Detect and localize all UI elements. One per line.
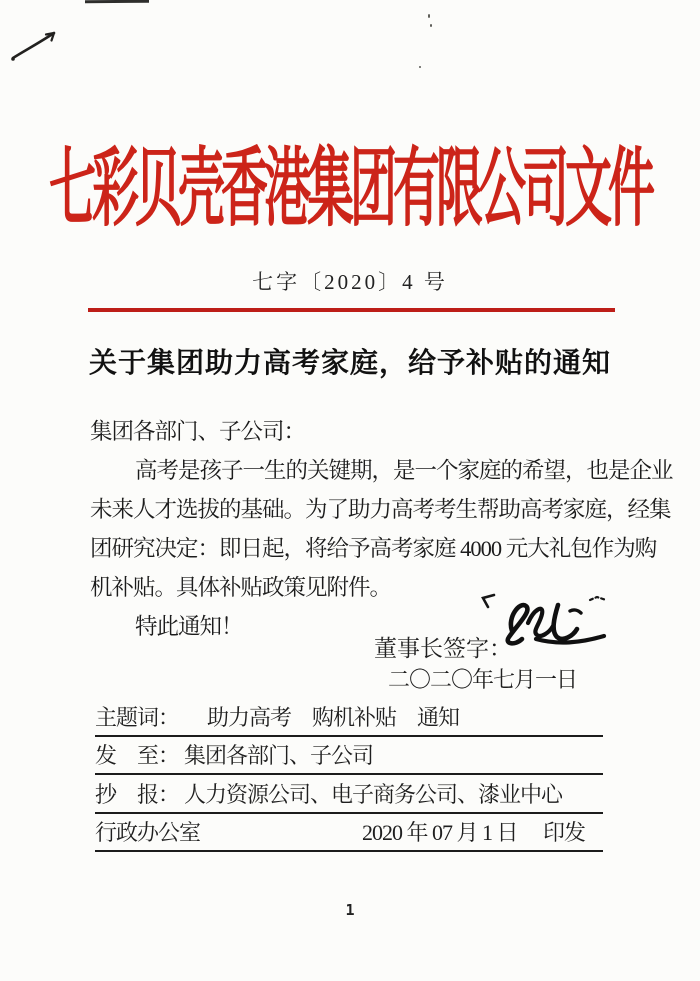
- page-number: 1: [345, 901, 355, 919]
- document-date: 二〇二〇年七月一日: [388, 667, 578, 692]
- chairman-signature-label: 董事长签字：: [374, 636, 512, 661]
- keywords-value: 助力高考 购机补贴 通知: [207, 704, 460, 730]
- footer-row-issuing-office: [95, 814, 603, 853]
- footer-row-sent-to: [95, 737, 603, 776]
- sent-to-value: 集团各部门、子公司: [184, 743, 374, 769]
- body-line: 机补贴。具体补贴政策见附件。: [90, 575, 392, 600]
- notice-title: 关于集团助力高考家庭，给予补贴的通知: [88, 348, 611, 379]
- copy-to-label: 抄 报：: [95, 781, 180, 807]
- keywords-label: 主题词：: [95, 704, 180, 730]
- footer-table: [95, 698, 603, 852]
- sent-to-label: 发 至：: [95, 743, 180, 769]
- closing-line: 特此通知！: [135, 614, 243, 639]
- document-number: 七字〔2020〕4 号: [252, 270, 448, 294]
- copy-to-value: 人力资源公司、电子商务公司、漆业中心: [184, 781, 563, 807]
- salutation: 集团各部门、子公司：: [90, 419, 306, 444]
- body-line: 团研究决定：即日起，将给予高考家庭 4000 元大礼包作为购: [90, 536, 657, 561]
- red-divider-rule: [88, 308, 615, 312]
- scan-speck: [430, 24, 432, 27]
- body-line: 高考是孩子一生的关键期，是一个家庭的希望，也是企业: [135, 458, 673, 483]
- scan-speck: [428, 14, 430, 18]
- issuing-office-label: 行政办公室: [95, 820, 201, 846]
- handwritten-signature: [478, 591, 612, 655]
- footer-row-copy-to: [95, 775, 603, 814]
- scan-speck: [419, 66, 421, 68]
- body-line: 未来人才选拔的基础。为了助力高考考生帮助高考家庭，经集: [90, 497, 671, 522]
- issue-date-value: 2020 年 07 月 1 日 印发: [361, 820, 585, 846]
- scan-edge-mark: [85, 0, 149, 3]
- footer-row-keywords: [95, 698, 603, 737]
- organization-title: 七彩贝壳香港集团有限公司文件: [49, 142, 651, 238]
- pen-arrow-mark: [6, 18, 66, 63]
